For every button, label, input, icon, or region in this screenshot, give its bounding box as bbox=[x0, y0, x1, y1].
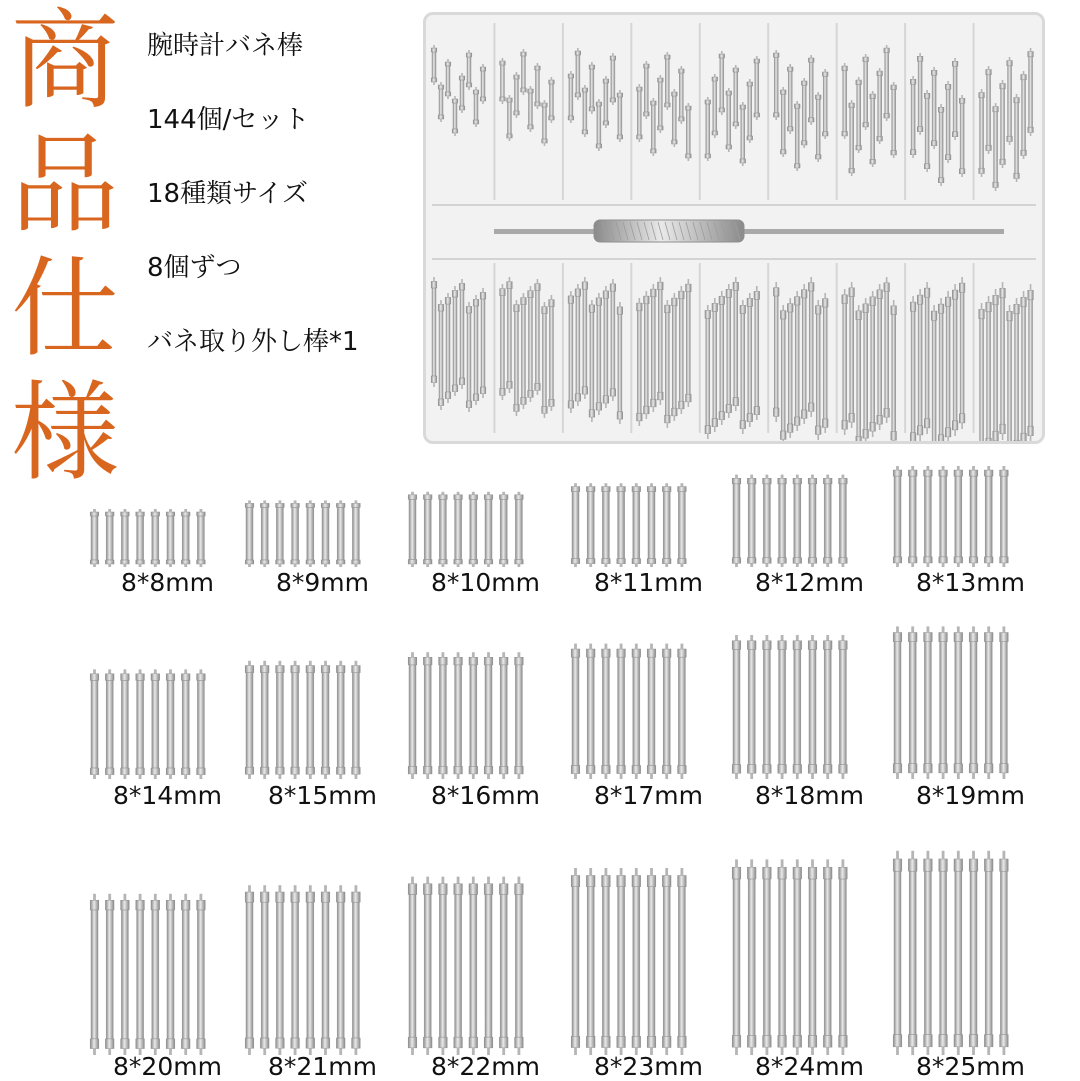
spring-bar-icon bbox=[306, 885, 315, 1055]
spring-bar-icon bbox=[617, 868, 626, 1055]
size-label: 8*11mm bbox=[566, 568, 731, 597]
size-label: 8*23mm bbox=[566, 1052, 731, 1081]
spring-bar-icon bbox=[515, 877, 524, 1055]
spring-bar-icon bbox=[908, 851, 917, 1055]
spring-bar-icon bbox=[121, 894, 130, 1055]
spring-bar-icon bbox=[352, 885, 361, 1055]
title-char: 様 bbox=[0, 372, 130, 496]
spring-bar-icon bbox=[439, 877, 448, 1055]
spring-bar-set-icon bbox=[85, 0, 250, 1080]
spring-bar-icon bbox=[423, 877, 432, 1055]
size-label: 8*14mm bbox=[85, 781, 250, 810]
title-char: 商 bbox=[0, 0, 130, 124]
spec-line: 18種類サイズ bbox=[147, 166, 437, 240]
size-label: 8*13mm bbox=[888, 568, 1053, 597]
spring-bar-icon bbox=[484, 877, 493, 1055]
spring-bar-icon bbox=[321, 885, 330, 1055]
spring-bar-icon bbox=[166, 894, 175, 1055]
spring-bar-icon bbox=[763, 859, 772, 1055]
spring-bar-icon bbox=[602, 868, 611, 1055]
spec-line: 腕時計バネ棒 bbox=[147, 18, 437, 92]
spring-bar-icon bbox=[291, 885, 300, 1055]
spring-bar-icon bbox=[939, 851, 948, 1055]
spring-bar-icon bbox=[747, 859, 756, 1055]
spring-bar-icon bbox=[954, 851, 963, 1055]
size-label: 8*19mm bbox=[888, 781, 1053, 810]
spring-bar-icon bbox=[336, 885, 345, 1055]
size-label: 8*8mm bbox=[85, 568, 250, 597]
spring-bar-icon bbox=[181, 894, 190, 1055]
spring-bar-icon bbox=[732, 859, 741, 1055]
size-label: 8*9mm bbox=[240, 568, 405, 597]
spring-bar-icon bbox=[260, 885, 269, 1055]
spring-bar-icon bbox=[969, 851, 978, 1055]
spec-line: 144個/セット bbox=[147, 92, 437, 166]
spring-bar-icon bbox=[586, 868, 595, 1055]
spring-bar-icon bbox=[90, 894, 99, 1055]
spring-bar-icon bbox=[632, 868, 641, 1055]
size-label: 8*21mm bbox=[240, 1052, 405, 1081]
size-label: 8*17mm bbox=[566, 781, 731, 810]
spec-line: 8個ずつ bbox=[147, 240, 437, 314]
spring-bar-set-icon bbox=[566, 0, 731, 1080]
size-label: 8*16mm bbox=[403, 781, 568, 810]
spring-bar-set-icon bbox=[403, 0, 568, 1080]
spring-bar-icon bbox=[893, 851, 902, 1055]
spring-bar-icon bbox=[662, 868, 671, 1055]
spring-bar-icon bbox=[678, 868, 687, 1055]
size-label: 8*25mm bbox=[888, 1052, 1053, 1081]
spring-bar-icon bbox=[571, 868, 580, 1055]
spring-bar-icon bbox=[136, 894, 145, 1055]
spring-bar-icon bbox=[105, 894, 114, 1055]
size-label: 8*18mm bbox=[727, 781, 892, 810]
spring-bar-icon bbox=[793, 859, 802, 1055]
spring-bar-icon bbox=[924, 851, 933, 1055]
size-label: 8*15mm bbox=[240, 781, 405, 810]
spring-bar-icon bbox=[276, 885, 285, 1055]
size-label: 8*22mm bbox=[403, 1052, 568, 1081]
size-label: 8*24mm bbox=[727, 1052, 892, 1081]
spring-bar-icon bbox=[454, 877, 463, 1055]
title-char: 仕 bbox=[0, 248, 130, 372]
spring-bar-icon bbox=[984, 851, 993, 1055]
spring-bar-icon bbox=[808, 859, 817, 1055]
spring-bar-icon bbox=[647, 868, 656, 1055]
size-label: 8*12mm bbox=[727, 568, 892, 597]
spring-bar-set-icon bbox=[727, 0, 892, 1080]
spring-bar-icon bbox=[151, 894, 160, 1055]
spring-bar-set-icon bbox=[888, 0, 1053, 1080]
size-label: 8*10mm bbox=[403, 568, 568, 597]
spec-line: バネ取り外し棒*1 bbox=[147, 314, 437, 388]
spring-bar-icon bbox=[499, 877, 508, 1055]
title-char: 品 bbox=[0, 124, 130, 248]
spring-bar-icon bbox=[245, 885, 254, 1055]
spring-bar-icon bbox=[778, 859, 787, 1055]
spring-bar-set-icon bbox=[240, 0, 405, 1080]
spring-bar-icon bbox=[823, 859, 832, 1055]
size-label: 8*20mm bbox=[85, 1052, 250, 1081]
spring-bar-icon bbox=[1000, 851, 1009, 1055]
spring-bar-icon bbox=[197, 894, 206, 1055]
spring-bar-icon bbox=[469, 877, 478, 1055]
spring-bar-icon bbox=[408, 877, 417, 1055]
spring-bar-icon bbox=[839, 859, 848, 1055]
